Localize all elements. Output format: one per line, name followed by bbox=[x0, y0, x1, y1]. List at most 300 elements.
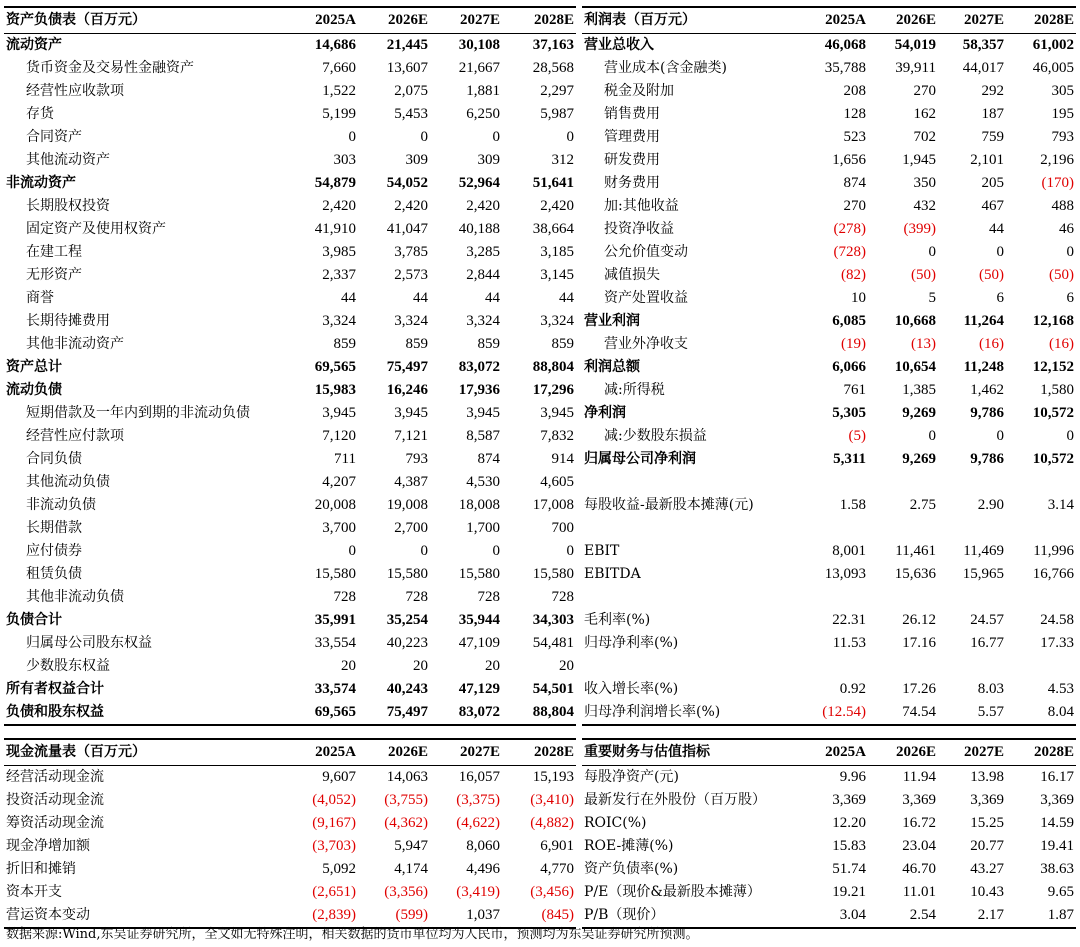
cell-value: 5,987 bbox=[540, 106, 574, 122]
cell-value: 11,264 bbox=[963, 313, 1004, 329]
row-label: 流动资产 bbox=[6, 37, 62, 53]
cell-value: 19.41 bbox=[1040, 838, 1074, 854]
table-row bbox=[582, 812, 1076, 835]
cell-value: 46,068 bbox=[824, 37, 866, 53]
cell-value: 7,120 bbox=[322, 428, 356, 444]
table-row bbox=[582, 858, 1076, 881]
cell-value: 40,223 bbox=[386, 635, 428, 651]
cell-value: 1,700 bbox=[466, 520, 500, 536]
row-label: 减值损失 bbox=[604, 267, 660, 283]
cell-value: 4,496 bbox=[466, 861, 500, 877]
cell-value: 488 bbox=[1051, 198, 1074, 214]
cell-value: (4,622) bbox=[456, 815, 500, 831]
cell-value: 6,085 bbox=[832, 313, 866, 329]
year-header: 2025A bbox=[802, 7, 868, 34]
cell-value: 22.31 bbox=[832, 612, 866, 628]
cell-value: 1,580 bbox=[1040, 382, 1074, 398]
cell-value: 5 bbox=[928, 290, 936, 306]
cell-value: 12,152 bbox=[1032, 359, 1074, 375]
table-title: 利润表（百万元） bbox=[582, 7, 802, 34]
cell-value: 6,250 bbox=[466, 106, 500, 122]
cell-value: 1,881 bbox=[466, 83, 500, 99]
cell-value: 128 bbox=[843, 106, 866, 122]
cell-value: 309 bbox=[477, 152, 500, 168]
row-label: ROE-摊薄(%) bbox=[584, 838, 674, 854]
row-label: 经营性应付款项 bbox=[26, 428, 124, 444]
cell-value: 20 bbox=[485, 658, 500, 674]
data-source-footnote: 数据来源:Wind,东吴证券研究所，全文如无特殊注明，相关数据的货币单位均为人民币，预测均为东吴证券研究所预测。 bbox=[6, 927, 699, 942]
row-label: 现金净增加额 bbox=[6, 838, 90, 854]
cell-value: 75,497 bbox=[358, 701, 430, 725]
cell-value: 37,163 bbox=[532, 37, 574, 53]
cell-value: 16,766 bbox=[1032, 566, 1074, 582]
table-row bbox=[582, 540, 1076, 563]
cell-value: 43.27 bbox=[970, 861, 1004, 877]
cell-value: 0 bbox=[1066, 244, 1074, 260]
cell-value: 8,001 bbox=[832, 543, 866, 559]
cell-value: 523 bbox=[843, 129, 866, 145]
cell-value: 6,901 bbox=[540, 838, 574, 854]
row-label: 流动负债 bbox=[6, 382, 62, 398]
cell-value: 13,607 bbox=[386, 60, 428, 76]
year-header: 2027E bbox=[430, 739, 502, 766]
cell-value: 305 bbox=[1051, 83, 1074, 99]
cell-value: (3,755) bbox=[384, 792, 428, 808]
row-label: 长期借款 bbox=[26, 520, 82, 536]
cell-value: 5,199 bbox=[322, 106, 356, 122]
cell-value: 17.16 bbox=[902, 635, 936, 651]
cell-value: 162 bbox=[913, 106, 936, 122]
cell-value: 859 bbox=[477, 336, 500, 352]
year-header: 2026E bbox=[358, 739, 430, 766]
cell-value: 8,587 bbox=[466, 428, 500, 444]
cell-value bbox=[868, 586, 938, 609]
table-row bbox=[4, 858, 576, 881]
cell-value: 17,008 bbox=[532, 497, 574, 513]
row-label: 管理费用 bbox=[604, 129, 660, 145]
cell-value: 17.33 bbox=[1040, 635, 1074, 651]
cell-value: 15,636 bbox=[894, 566, 936, 582]
table-row bbox=[4, 103, 576, 126]
cell-value: 17,936 bbox=[458, 382, 500, 398]
cell-value: 15,580 bbox=[314, 566, 356, 582]
cell-value: 1,945 bbox=[902, 152, 936, 168]
cell-value: 3,285 bbox=[466, 244, 500, 260]
cell-value: 17.26 bbox=[902, 681, 936, 697]
table-row bbox=[582, 57, 1076, 80]
cell-value: 14,063 bbox=[386, 769, 428, 785]
row-label: 负债合计 bbox=[6, 612, 62, 628]
row-label: 存货 bbox=[26, 106, 54, 122]
cell-value: 700 bbox=[551, 520, 574, 536]
cell-value: 9,786 bbox=[970, 451, 1004, 467]
cell-value: 44 bbox=[989, 221, 1004, 237]
table-row bbox=[4, 586, 576, 609]
table-row bbox=[4, 333, 576, 356]
cell-value: 15.83 bbox=[832, 838, 866, 854]
cell-value: 859 bbox=[551, 336, 574, 352]
row-label: 负债和股东权益 bbox=[4, 701, 288, 725]
year-header: 2025A bbox=[802, 739, 868, 766]
row-label: 归母净利润增长率(%) bbox=[582, 701, 802, 725]
cell-value: 47,129 bbox=[458, 681, 500, 697]
cell-value: 3,145 bbox=[540, 267, 574, 283]
cell-value: 26.12 bbox=[902, 612, 936, 628]
year-header: 2027E bbox=[430, 7, 502, 34]
cell-value bbox=[938, 655, 1006, 678]
row-label: 其他非流动资产 bbox=[26, 336, 124, 352]
cell-value: (3,703) bbox=[312, 838, 356, 854]
cell-value: 0 bbox=[1066, 428, 1074, 444]
cell-value: 874 bbox=[477, 451, 500, 467]
row-label: 营运资本变动 bbox=[4, 904, 288, 928]
cell-value: 15,580 bbox=[386, 566, 428, 582]
cell-value: 859 bbox=[405, 336, 428, 352]
cell-value: 303 bbox=[333, 152, 356, 168]
row-label: 折旧和摊销 bbox=[6, 861, 76, 877]
cell-value: 52,964 bbox=[458, 175, 500, 191]
table-row bbox=[4, 425, 576, 448]
cell-value: 58,357 bbox=[962, 37, 1004, 53]
cell-value: 46 bbox=[1059, 221, 1074, 237]
row-label: 非流动资产 bbox=[6, 175, 76, 191]
cell-value bbox=[868, 655, 938, 678]
cell-value: 5,947 bbox=[394, 838, 428, 854]
cell-value bbox=[1006, 586, 1076, 609]
table-row bbox=[4, 356, 576, 379]
cell-value: 270 bbox=[913, 83, 936, 99]
cell-value: 54,019 bbox=[894, 37, 936, 53]
cell-value: 7,660 bbox=[322, 60, 356, 76]
cell-value: 312 bbox=[551, 152, 574, 168]
cell-value: 1.87 bbox=[1006, 904, 1076, 928]
cell-value: 195 bbox=[1051, 106, 1074, 122]
cell-value: 33,574 bbox=[314, 681, 356, 697]
cell-value: 4,770 bbox=[540, 861, 574, 877]
table-row bbox=[4, 310, 576, 333]
cell-value: (50) bbox=[911, 267, 936, 283]
row-label: 资产负债率(%) bbox=[584, 861, 679, 877]
cell-value: (278) bbox=[833, 221, 866, 237]
cell-value: 0 bbox=[566, 543, 574, 559]
cell-value: 3,945 bbox=[540, 405, 574, 421]
cell-value: 10,572 bbox=[1032, 405, 1074, 421]
cell-value: 0 bbox=[348, 543, 356, 559]
cell-value: 10,654 bbox=[894, 359, 936, 375]
cell-value: 0 bbox=[492, 129, 500, 145]
row-label: P/E（现价&最新股本摊薄） bbox=[584, 884, 761, 900]
table-row bbox=[4, 881, 576, 904]
row-label: 公允价值变动 bbox=[604, 244, 688, 260]
table-row bbox=[582, 678, 1076, 701]
cell-value: (4,052) bbox=[312, 792, 356, 808]
cell-value: 3,324 bbox=[540, 313, 574, 329]
cell-value: 88,804 bbox=[502, 701, 576, 725]
row-label: 应付债券 bbox=[26, 543, 82, 559]
cell-value bbox=[1006, 471, 1076, 494]
cell-value: 20.77 bbox=[970, 838, 1004, 854]
table-row bbox=[4, 287, 576, 310]
cell-value: 2,196 bbox=[1040, 152, 1074, 168]
row-label: 资本开支 bbox=[6, 884, 62, 900]
cell-value: 20,008 bbox=[314, 497, 356, 513]
table-row bbox=[582, 402, 1076, 425]
cell-value bbox=[868, 517, 938, 540]
cell-value: (82) bbox=[841, 267, 866, 283]
row-label: 减:所得税 bbox=[604, 382, 665, 398]
cell-value: (399) bbox=[903, 221, 936, 237]
row-label: 合同负债 bbox=[26, 451, 82, 467]
cell-value: 0.92 bbox=[839, 681, 866, 697]
row-label: 固定资产及使用权资产 bbox=[26, 221, 166, 237]
cell-value: 0 bbox=[420, 543, 428, 559]
cell-value: 16,246 bbox=[386, 382, 428, 398]
income-statement-table bbox=[582, 6, 1076, 726]
cell-value: 3,369 bbox=[1040, 792, 1074, 808]
cell-value: 12.20 bbox=[832, 815, 866, 831]
table-row bbox=[582, 609, 1076, 632]
row-label bbox=[582, 517, 802, 540]
table-row bbox=[4, 402, 576, 425]
cell-value: 44 bbox=[413, 290, 428, 306]
row-label: 销售费用 bbox=[604, 106, 660, 122]
table-row bbox=[582, 563, 1076, 586]
table-row bbox=[4, 149, 576, 172]
cell-value: 10 bbox=[851, 290, 866, 306]
table-row bbox=[4, 835, 576, 858]
row-label: 每股收益-最新股本摊薄(元) bbox=[584, 497, 754, 513]
cell-value: 2.75 bbox=[909, 497, 936, 513]
year-header: 2028E bbox=[502, 739, 576, 766]
cell-value: 14.59 bbox=[1040, 815, 1074, 831]
cell-value: 15,580 bbox=[532, 566, 574, 582]
cell-value: 6 bbox=[1066, 290, 1074, 306]
table-row bbox=[4, 80, 576, 103]
table-row bbox=[582, 264, 1076, 287]
cell-value: 270 bbox=[843, 198, 866, 214]
table-row bbox=[582, 701, 1076, 725]
cell-value: 0 bbox=[928, 244, 936, 260]
cell-value: 2,420 bbox=[540, 198, 574, 214]
cell-value: 51,641 bbox=[532, 175, 574, 191]
cell-value: 711 bbox=[334, 451, 356, 467]
cell-value: 702 bbox=[913, 129, 936, 145]
row-label: 研发费用 bbox=[604, 152, 660, 168]
cell-value: 15,965 bbox=[962, 566, 1004, 582]
year-header: 2028E bbox=[1006, 7, 1076, 34]
cell-value: 2,573 bbox=[394, 267, 428, 283]
table-row bbox=[582, 195, 1076, 218]
cell-value: 859 bbox=[333, 336, 356, 352]
cell-value: 728 bbox=[477, 589, 500, 605]
cell-value: 11.94 bbox=[902, 769, 936, 785]
cell-value: 83,072 bbox=[458, 359, 500, 375]
table-row bbox=[582, 881, 1076, 904]
cell-value: 69,565 bbox=[314, 359, 356, 375]
table-row bbox=[582, 766, 1076, 790]
table-row bbox=[582, 149, 1076, 172]
cell-value: 914 bbox=[551, 451, 574, 467]
row-label: 短期借款及一年内到期的非流动负债 bbox=[26, 405, 250, 421]
cell-value: (9,167) bbox=[312, 815, 356, 831]
cell-value: 2.17 bbox=[938, 904, 1006, 928]
cell-value: 3,945 bbox=[322, 405, 356, 421]
cell-value: 16.72 bbox=[902, 815, 936, 831]
cell-value: 18,008 bbox=[458, 497, 500, 513]
row-label: 投资活动现金流 bbox=[6, 792, 104, 808]
table-row bbox=[582, 632, 1076, 655]
cell-value: 40,188 bbox=[458, 221, 500, 237]
cell-value: 3,324 bbox=[322, 313, 356, 329]
cell-value: 19.21 bbox=[832, 884, 866, 900]
row-label bbox=[582, 655, 802, 678]
cashflow-table bbox=[4, 738, 576, 929]
cell-value: 3,945 bbox=[394, 405, 428, 421]
cell-value: (170) bbox=[1041, 175, 1074, 191]
cell-value: 10,572 bbox=[1032, 451, 1074, 467]
row-label: 少数股东权益 bbox=[26, 658, 110, 674]
cell-value: 292 bbox=[981, 83, 1004, 99]
cell-value: 7,832 bbox=[540, 428, 574, 444]
table-row bbox=[582, 471, 1076, 494]
cell-value: 0 bbox=[566, 129, 574, 145]
row-label: EBIT bbox=[584, 543, 620, 559]
row-label: 商誉 bbox=[26, 290, 54, 306]
cell-value: 69,565 bbox=[288, 701, 358, 725]
table-row bbox=[4, 379, 576, 402]
row-label: 投资净收益 bbox=[604, 221, 674, 237]
row-label: 合同资产 bbox=[26, 129, 82, 145]
row-label: 利润总额 bbox=[584, 359, 640, 375]
row-label bbox=[582, 586, 802, 609]
row-label: ROIC(%) bbox=[584, 815, 647, 831]
cell-value: 51.74 bbox=[832, 861, 866, 877]
table-title: 现金流量表（百万元） bbox=[4, 739, 288, 766]
cell-value: 2,420 bbox=[322, 198, 356, 214]
cell-value: 1.58 bbox=[839, 497, 866, 513]
cell-value: 2,297 bbox=[540, 83, 574, 99]
row-label: 货币资金及交易性金融资产 bbox=[26, 60, 194, 76]
cell-value: 9,786 bbox=[970, 405, 1004, 421]
cell-value: 24.57 bbox=[970, 612, 1004, 628]
cell-value: (50) bbox=[1049, 267, 1074, 283]
cell-value bbox=[1006, 517, 1076, 540]
cell-value: (599) bbox=[358, 904, 430, 928]
cell-value: 1,656 bbox=[832, 152, 866, 168]
table-row bbox=[4, 655, 576, 678]
cell-value: 0 bbox=[996, 428, 1004, 444]
table-header-row bbox=[4, 739, 576, 766]
row-label: P/B（现价） bbox=[582, 904, 802, 928]
cell-value: 3,785 bbox=[394, 244, 428, 260]
cell-value: 47,109 bbox=[458, 635, 500, 651]
cell-value: 11.53 bbox=[832, 635, 866, 651]
table-header-row bbox=[582, 7, 1076, 34]
table-header-row bbox=[4, 7, 576, 34]
cell-value: 5.57 bbox=[938, 701, 1006, 725]
row-label: 筹资活动现金流 bbox=[6, 815, 104, 831]
year-header: 2026E bbox=[868, 7, 938, 34]
cell-value: (728) bbox=[833, 244, 866, 260]
table-row bbox=[4, 126, 576, 149]
cell-value: 88,804 bbox=[532, 359, 574, 375]
cell-value: 15.25 bbox=[970, 815, 1004, 831]
cell-value: 2,075 bbox=[394, 83, 428, 99]
cell-value: 39,911 bbox=[895, 60, 936, 76]
row-label: 长期待摊费用 bbox=[26, 313, 110, 329]
cell-value: 13.98 bbox=[970, 769, 1004, 785]
table-row bbox=[4, 540, 576, 563]
cell-value: 15,983 bbox=[314, 382, 356, 398]
table-header-row bbox=[582, 739, 1076, 766]
cell-value: (3,410) bbox=[530, 792, 574, 808]
table-row bbox=[582, 835, 1076, 858]
table-row bbox=[4, 195, 576, 218]
cell-value: 3,700 bbox=[322, 520, 356, 536]
cell-value: (5) bbox=[848, 428, 866, 444]
year-header: 2028E bbox=[502, 7, 576, 34]
cell-value: 20 bbox=[559, 658, 574, 674]
cell-value: 3,985 bbox=[322, 244, 356, 260]
cell-value: 14,686 bbox=[314, 37, 356, 53]
table-row bbox=[4, 218, 576, 241]
cell-value: 0 bbox=[348, 129, 356, 145]
cell-value: 44 bbox=[559, 290, 574, 306]
cell-value: 4,207 bbox=[322, 474, 356, 490]
cell-value: 1,522 bbox=[322, 83, 356, 99]
cell-value: (3,375) bbox=[456, 792, 500, 808]
cell-value: 16,057 bbox=[458, 769, 500, 785]
cell-value bbox=[938, 471, 1006, 494]
cell-value: 75,497 bbox=[386, 359, 428, 375]
cell-value: 874 bbox=[843, 175, 866, 191]
cell-value bbox=[802, 586, 868, 609]
cell-value: 19,008 bbox=[386, 497, 428, 513]
cell-value: 44 bbox=[341, 290, 356, 306]
cell-value: 21,445 bbox=[386, 37, 428, 53]
cell-value: 11.01 bbox=[902, 884, 936, 900]
cell-value: 12,168 bbox=[1032, 313, 1074, 329]
cell-value: 793 bbox=[405, 451, 428, 467]
balance-sheet-table bbox=[4, 6, 576, 726]
row-label: 资产处置收益 bbox=[604, 290, 688, 306]
cell-value bbox=[938, 517, 1006, 540]
row-label: 税金及附加 bbox=[604, 83, 674, 99]
row-label: 收入增长率(%) bbox=[584, 681, 679, 697]
table-row bbox=[582, 655, 1076, 678]
cell-value: 793 bbox=[1051, 129, 1074, 145]
cell-value: 761 bbox=[843, 382, 866, 398]
row-label: 经营性应收款项 bbox=[26, 83, 124, 99]
cell-value: 187 bbox=[981, 106, 1004, 122]
cell-value bbox=[802, 517, 868, 540]
cell-value: 2,101 bbox=[970, 152, 1004, 168]
cell-value: 28,568 bbox=[532, 60, 574, 76]
cell-value: 46,005 bbox=[1032, 60, 1074, 76]
cell-value: 205 bbox=[981, 175, 1004, 191]
cell-value: 9,269 bbox=[902, 405, 936, 421]
table-row bbox=[4, 701, 576, 725]
row-label: EBITDA bbox=[584, 566, 641, 582]
table-row bbox=[582, 241, 1076, 264]
cell-value: 35,788 bbox=[824, 60, 866, 76]
cell-value: 4.53 bbox=[1047, 681, 1074, 697]
year-header: 2026E bbox=[358, 7, 430, 34]
cell-value: 13,093 bbox=[824, 566, 866, 582]
table-row bbox=[4, 471, 576, 494]
cell-value: 3.04 bbox=[802, 904, 868, 928]
row-label: 营业外净收支 bbox=[604, 336, 688, 352]
